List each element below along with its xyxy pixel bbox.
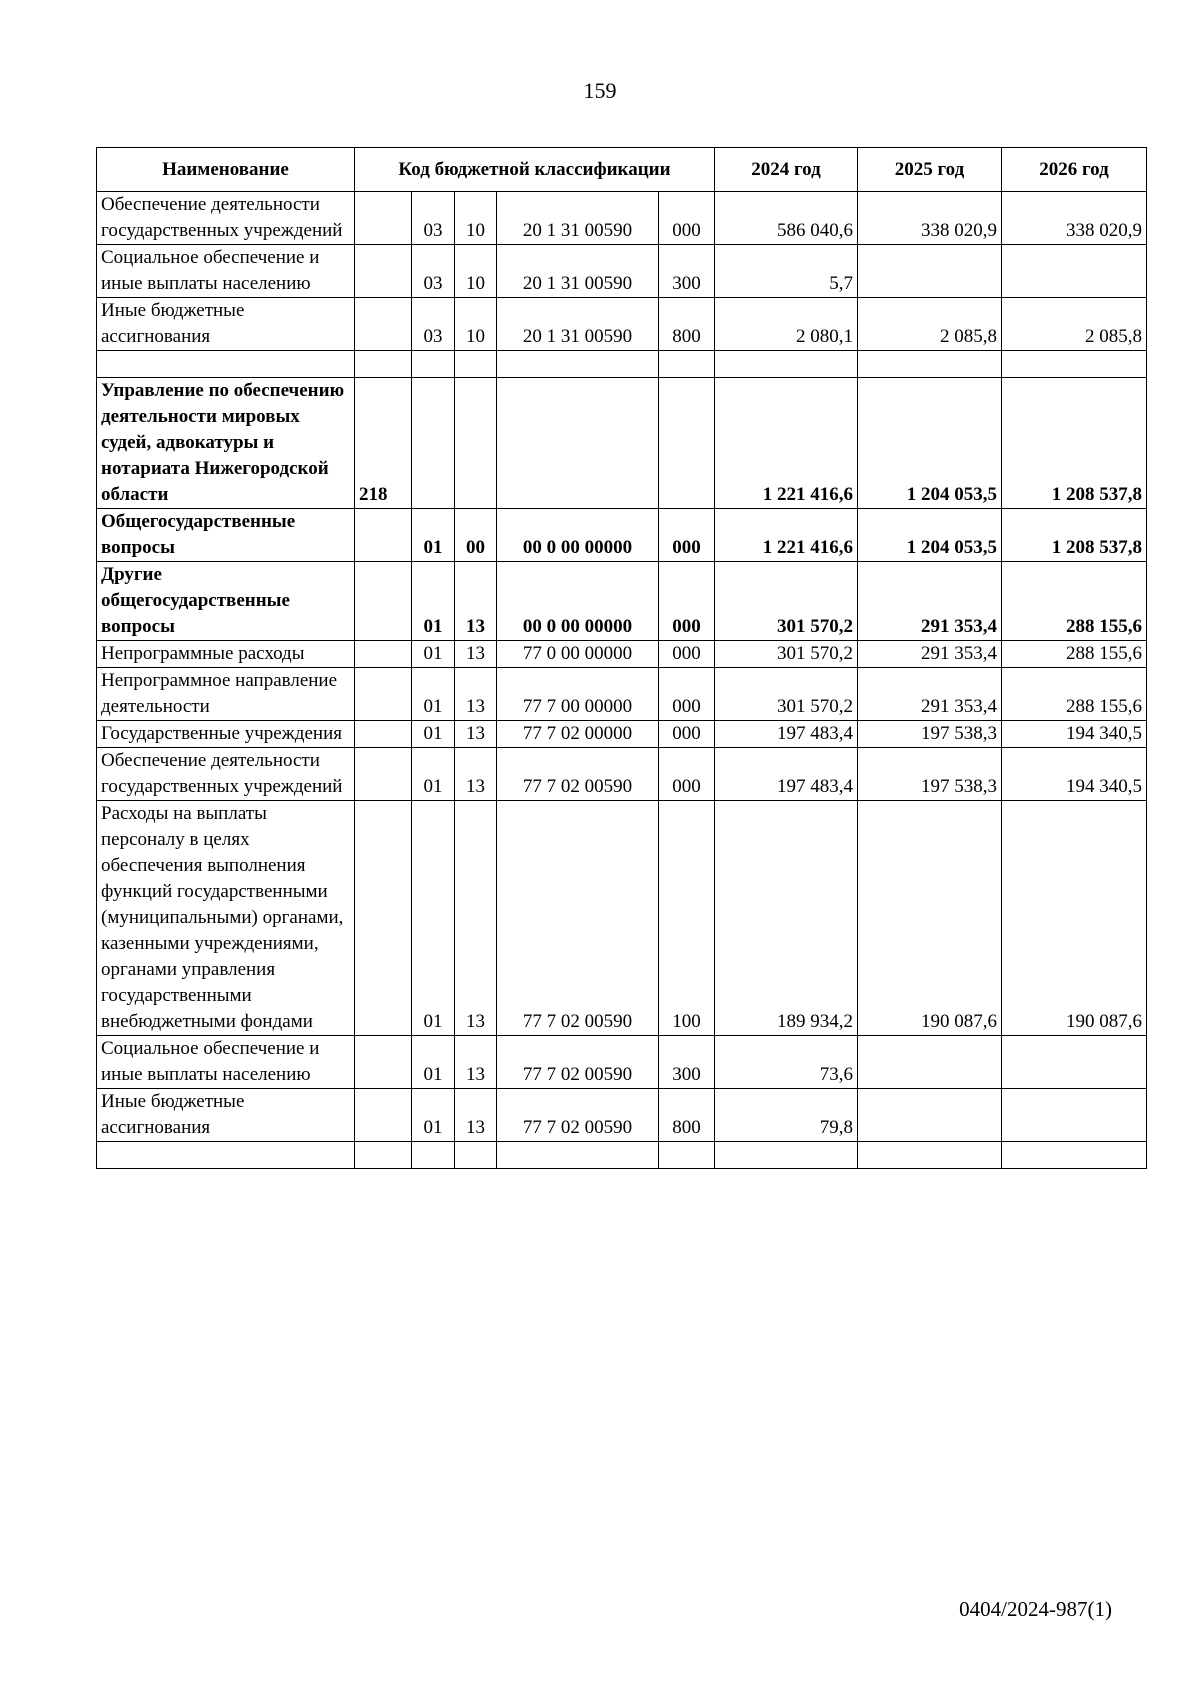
row-name: Общегосударственные вопросы (97, 509, 355, 562)
row-2024: 301 570,2 (715, 641, 858, 668)
table-row (97, 1089, 1147, 1142)
row-expense-type: 800 (659, 298, 715, 351)
row-subsection (455, 378, 497, 509)
row-section: 01 (412, 668, 455, 721)
row-name: Непрограммное направление деятельности (97, 668, 355, 721)
row-2024: 189 934,2 (715, 801, 858, 1036)
row-ved (355, 192, 412, 245)
spacer-row (97, 351, 1147, 378)
row-ved (355, 801, 412, 1036)
header-2024: 2024 год (715, 148, 858, 192)
table-row (97, 298, 1147, 351)
table-row (97, 1036, 1147, 1089)
row-subsection: 10 (455, 298, 497, 351)
row-2026: 288 155,6 (1002, 562, 1147, 641)
row-section: 01 (412, 562, 455, 641)
row-2026: 1 208 537,8 (1002, 378, 1147, 509)
row-expense-type: 000 (659, 748, 715, 801)
row-expense-type: 000 (659, 192, 715, 245)
row-expense-type: 000 (659, 509, 715, 562)
row-2025: 2 085,8 (858, 298, 1002, 351)
row-target-article: 00 0 00 00000 (497, 562, 659, 641)
row-name: Обеспечение деятельности государственных учреждений (97, 748, 355, 801)
page-number: 159 (583, 78, 617, 103)
table-row (97, 721, 1147, 748)
table-row (97, 245, 1147, 298)
row-ved (355, 668, 412, 721)
row-2026: 338 020,9 (1002, 192, 1147, 245)
row-target-article: 77 7 02 00590 (497, 1089, 659, 1142)
spacer-row (97, 1142, 1147, 1169)
row-2024: 79,8 (715, 1089, 858, 1142)
table-row (97, 378, 1147, 509)
row-section: 01 (412, 1036, 455, 1089)
row-ved (355, 721, 412, 748)
row-2024: 1 221 416,6 (715, 509, 858, 562)
row-subsection: 10 (455, 192, 497, 245)
row-2025 (858, 1036, 1002, 1089)
row-name: Иные бюджетные ассигнования (97, 1089, 355, 1142)
row-target-article: 77 0 00 00000 (497, 641, 659, 668)
row-section: 01 (412, 641, 455, 668)
row-2024: 197 483,4 (715, 721, 858, 748)
row-subsection: 10 (455, 245, 497, 298)
row-target-article (497, 378, 659, 509)
row-2025: 190 087,6 (858, 801, 1002, 1036)
budget-table (96, 147, 1147, 1169)
row-section (412, 378, 455, 509)
header-row (97, 148, 1147, 192)
table-row (97, 641, 1147, 668)
row-name: Управление по обеспечению деятельности мировых судей, адвокатуры и нотариата Нижегородской области (97, 378, 355, 509)
row-2024: 301 570,2 (715, 562, 858, 641)
row-2026: 194 340,5 (1002, 748, 1147, 801)
row-2024: 1 221 416,6 (715, 378, 858, 509)
row-name: Обеспечение деятельности государственных учреждений (97, 192, 355, 245)
row-expense-type (659, 378, 715, 509)
row-ved (355, 1089, 412, 1142)
row-expense-type: 000 (659, 562, 715, 641)
row-ved (355, 641, 412, 668)
row-2025 (858, 1089, 1002, 1142)
row-expense-type: 100 (659, 801, 715, 1036)
row-expense-type: 000 (659, 641, 715, 668)
row-ved: 218 (355, 378, 412, 509)
table-row (97, 748, 1147, 801)
row-2025: 1 204 053,5 (858, 509, 1002, 562)
row-name: Социальное обеспечение и иные выплаты населению (97, 1036, 355, 1089)
header-2025: 2025 год (858, 148, 1002, 192)
header-code: Код бюджетной классификации (355, 148, 715, 192)
table-row (97, 509, 1147, 562)
row-2025: 197 538,3 (858, 721, 1002, 748)
row-ved (355, 562, 412, 641)
row-2025: 291 353,4 (858, 562, 1002, 641)
row-target-article: 77 7 02 00590 (497, 748, 659, 801)
row-target-article: 20 1 31 00590 (497, 192, 659, 245)
row-target-article: 20 1 31 00590 (497, 298, 659, 351)
row-target-article: 00 0 00 00000 (497, 509, 659, 562)
row-subsection: 13 (455, 1036, 497, 1089)
row-ved (355, 1036, 412, 1089)
row-name: Другие общегосударственные вопросы (97, 562, 355, 641)
row-2024: 301 570,2 (715, 668, 858, 721)
row-2024: 586 040,6 (715, 192, 858, 245)
header-name: Наименование (97, 148, 355, 192)
row-2026: 288 155,6 (1002, 641, 1147, 668)
row-section: 01 (412, 801, 455, 1036)
row-2025 (858, 245, 1002, 298)
row-subsection: 13 (455, 641, 497, 668)
row-ved (355, 748, 412, 801)
row-name: Непрограммные расходы (97, 641, 355, 668)
row-target-article: 77 7 02 00590 (497, 1036, 659, 1089)
row-ved (355, 509, 412, 562)
row-2026: 194 340,5 (1002, 721, 1147, 748)
row-2026 (1002, 1089, 1147, 1142)
row-target-article: 77 7 02 00590 (497, 801, 659, 1036)
row-subsection: 13 (455, 748, 497, 801)
row-section: 01 (412, 509, 455, 562)
row-2025: 291 353,4 (858, 641, 1002, 668)
row-expense-type: 800 (659, 1089, 715, 1142)
row-2026: 1 208 537,8 (1002, 509, 1147, 562)
row-name: Социальное обеспечение и иные выплаты населению (97, 245, 355, 298)
row-section: 03 (412, 298, 455, 351)
row-target-article: 77 7 00 00000 (497, 668, 659, 721)
row-2024: 5,7 (715, 245, 858, 298)
row-2026: 2 085,8 (1002, 298, 1147, 351)
row-target-article: 20 1 31 00590 (497, 245, 659, 298)
row-subsection: 13 (455, 562, 497, 641)
row-ved (355, 298, 412, 351)
table-row (97, 562, 1147, 641)
row-section: 01 (412, 721, 455, 748)
row-ved (355, 245, 412, 298)
row-name: Расходы на выплаты персоналу в целях обеспечения выполнения функций государственными (муниципальными) органами, казенными учреждениями, органами управления государственными внебюджетными фондами (97, 801, 355, 1036)
table-row (97, 668, 1147, 721)
row-section: 03 (412, 192, 455, 245)
row-name: Иные бюджетные ассигнования (97, 298, 355, 351)
row-subsection: 13 (455, 668, 497, 721)
row-section: 01 (412, 1089, 455, 1142)
row-2025: 291 353,4 (858, 668, 1002, 721)
header-2026: 2026 год (1002, 148, 1147, 192)
row-2026: 288 155,6 (1002, 668, 1147, 721)
row-section: 03 (412, 245, 455, 298)
row-2025: 338 020,9 (858, 192, 1002, 245)
table-row (97, 801, 1147, 1036)
row-subsection: 13 (455, 801, 497, 1036)
row-2024: 2 080,1 (715, 298, 858, 351)
table-row (97, 192, 1147, 245)
row-expense-type: 000 (659, 721, 715, 748)
document-code: 0404/2024-987(1) (959, 1597, 1112, 1621)
row-2024: 73,6 (715, 1036, 858, 1089)
row-name: Государственные учреждения (97, 721, 355, 748)
row-subsection: 13 (455, 1089, 497, 1142)
row-2026 (1002, 245, 1147, 298)
row-2025: 1 204 053,5 (858, 378, 1002, 509)
row-2025: 197 538,3 (858, 748, 1002, 801)
row-2026 (1002, 1036, 1147, 1089)
row-2024: 197 483,4 (715, 748, 858, 801)
row-section: 01 (412, 748, 455, 801)
row-expense-type: 300 (659, 245, 715, 298)
row-target-article: 77 7 02 00000 (497, 721, 659, 748)
row-2026: 190 087,6 (1002, 801, 1147, 1036)
row-subsection: 13 (455, 721, 497, 748)
row-expense-type: 000 (659, 668, 715, 721)
row-expense-type: 300 (659, 1036, 715, 1089)
row-subsection: 00 (455, 509, 497, 562)
